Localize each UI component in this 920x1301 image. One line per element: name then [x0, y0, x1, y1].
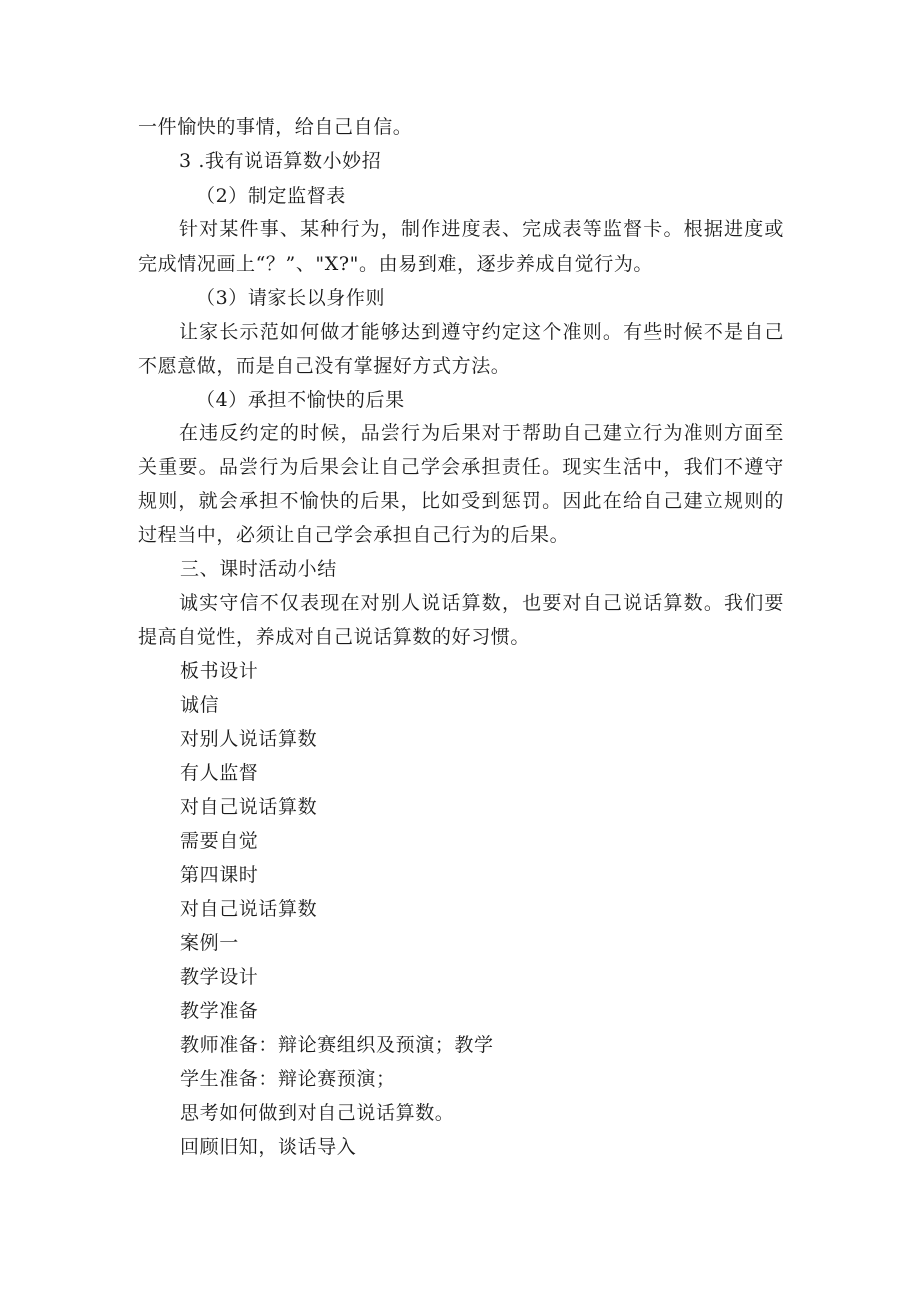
- text-line: 需要自觉: [180, 830, 259, 852]
- text-line: 教师准备：辩论赛组织及预演；教学: [180, 1034, 494, 1056]
- paragraph-line: 不愿意做，而是自己没有掌握好方式方法。: [138, 355, 511, 377]
- text-line: 教学准备: [180, 1000, 259, 1022]
- text-line: 诚信: [180, 694, 220, 716]
- subsection-heading: （3）请家长以身作则: [196, 287, 386, 309]
- paragraph-line: 关重要。品尝行为后果会让自己学会承担责任。现实生活中，我们不遵守: [138, 456, 784, 478]
- text-line: 对自己说话算数: [180, 898, 318, 920]
- text-line: 一件愉快的事情，给自己自信。: [138, 116, 413, 138]
- paragraph-line: 提高自觉性，养成对自己说话算数的好习惯。: [138, 626, 531, 648]
- text-line: 板书设计: [180, 660, 259, 682]
- paragraph-line: 让家长示范如何做才能够达到遵守约定这个准则。有些时候不是自己: [179, 321, 784, 343]
- text-line: 对别人说话算数: [180, 728, 318, 750]
- subsection-heading: （4）承担不愉快的后果: [196, 389, 405, 411]
- text-line: 对自己说话算数: [180, 796, 318, 818]
- text-line: 思考如何做到对自己说话算数。: [180, 1102, 455, 1124]
- text-line: 案例一: [180, 932, 239, 954]
- paragraph-line: 完成情况画上“？”、"X?"。由易到难，逐步养成自觉行为。: [138, 253, 654, 275]
- text-line: 第四课时: [180, 864, 259, 886]
- paragraph-line: 规则，就会承担不愉快的后果，比如受到惩罚。因此在给自己建立规则的: [138, 490, 784, 512]
- text-line: 教学设计: [180, 966, 259, 988]
- paragraph-line: 针对某件事、某种行为，制作进度表、完成表等监督卡。根据进度或: [179, 218, 784, 240]
- section-heading: 三、课时活动小结: [180, 558, 337, 580]
- paragraph-line: 过程当中，必须让自己学会承担自己行为的后果。: [138, 524, 570, 546]
- paragraph-line: 在违反约定的时候，品尝行为后果对于帮助自己建立行为准则方面至: [179, 422, 784, 444]
- text-line: 学生准备：辩论赛预演；: [180, 1068, 396, 1090]
- paragraph-line: 诚实守信不仅表现在对别人说话算数，也要对自己说话算数。我们要: [179, 592, 784, 614]
- subsection-heading: （2）制定监督表: [196, 185, 346, 207]
- text-line: 回顾旧知，谈话导入: [180, 1136, 357, 1158]
- section-heading: 3 .我有说语算数小妙招: [179, 150, 382, 172]
- text-line: 有人监督: [180, 762, 259, 784]
